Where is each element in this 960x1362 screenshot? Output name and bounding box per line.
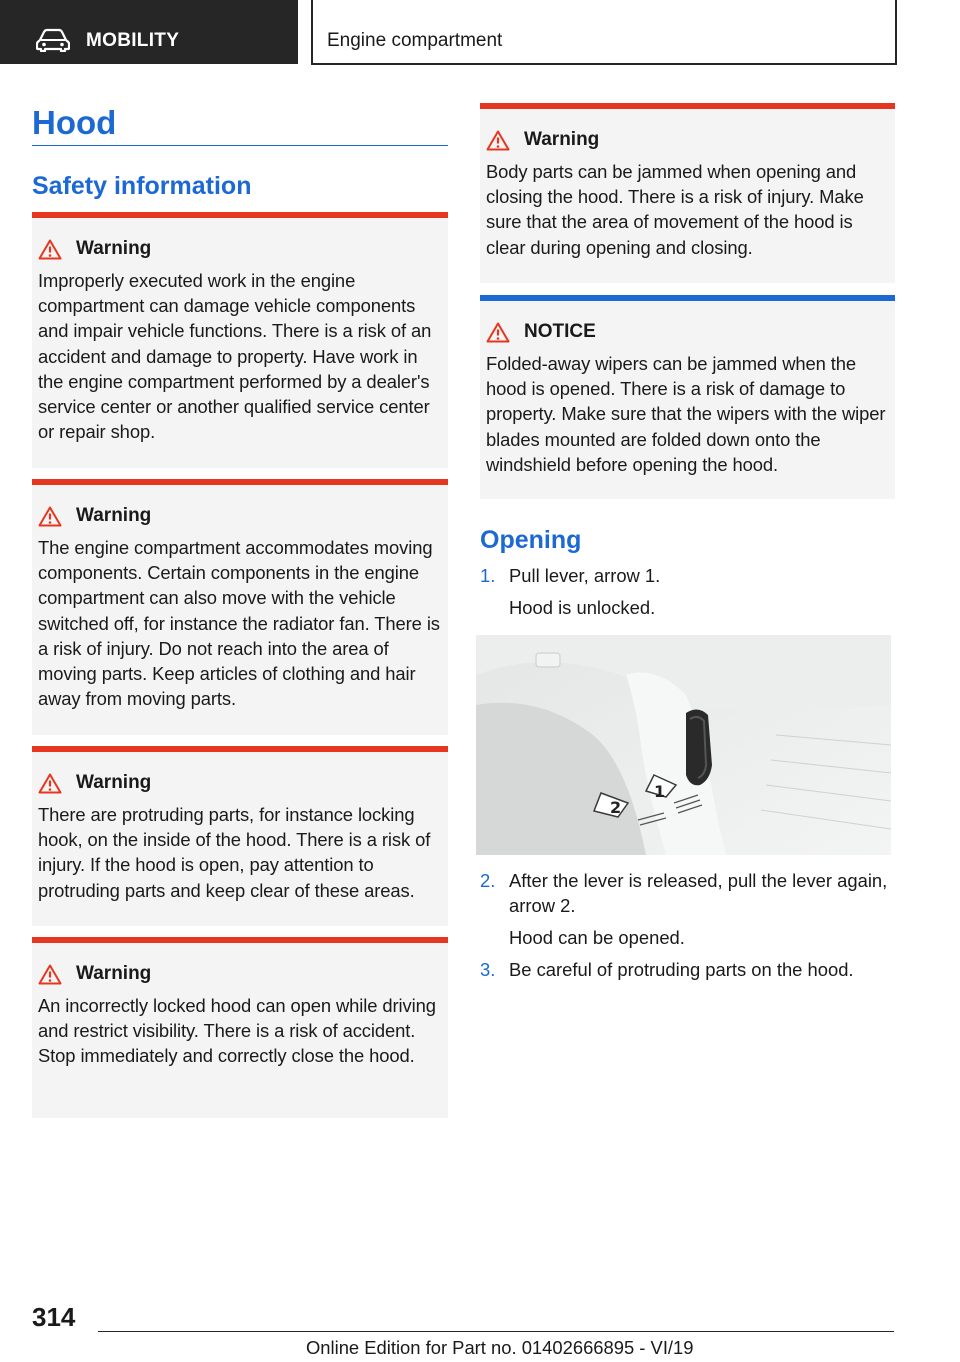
chapter-tab[interactable] [0,0,298,64]
page-number: 314 [32,1302,76,1332]
arrow-label-2: 2 [610,798,622,817]
edition-text: Online Edition for Part no. 01402666895 - VI/19 [306,1337,694,1358]
chapter-label: MOBILITY [86,30,180,51]
warning-box-5 [480,103,895,283]
warning-title: Warning [76,505,152,526]
step-2-result: Hood can be opened. [509,927,685,948]
warning-title: Warning [76,963,152,984]
notice-title: NOTICE [524,321,596,342]
section-tab[interactable] [311,0,897,65]
step-text: Pull lever, arrow 1. [509,565,661,586]
step-number: 2. [480,870,496,891]
car-icon [36,28,70,52]
warning-triangle-icon [486,322,510,343]
warning-text: An incorrectly locked hood can open while driving and restrict visibility. There is a risk of accident. Stop immediately and correctly close the hood. [38,995,436,1067]
warning-text: The engine compartment accommodates moving components. Certain components in the engine compartment can also move with the vehicle switched off, for instance the radiator fan. There is a risk of injury. Do not reach into the area of moving parts. Keep articles of clothing and hair away from moving parts. [38,537,440,710]
warning-text: Body parts can be jammed when opening and closing the hood. There is a risk of injury. Make sure that the area of movement of the hood is clear during opening and closing. [486,161,864,258]
warning-box-3 [32,746,448,926]
section-label: Engine compartment [327,30,503,51]
warning-title: Warning [524,129,600,150]
warning-bar [32,937,448,943]
page-header [0,0,960,66]
step-text: After the lever is released, pull the lever again, arrow 2. [509,870,888,916]
warning-text: Improperly executed work in the engine compartment can damage vehicle components and impair vehicle functions. There is a risk of an accident and damage to property. Have work in the engine compartment performed by a dealer's service center or another qualified service center or repair shop. [38,270,432,443]
safety-heading: Safety information [32,172,252,200]
warning-bar [32,746,448,752]
notice-bar [480,295,895,301]
warning-bar [32,212,448,218]
page-title: Hood [32,104,117,141]
warning-title: Warning [76,772,152,793]
warning-text: There are protruding parts, for instance locking hook, on the inside of the hood. There is a risk of injury. If the hood is open, pay attention to protruding parts and keep clear of these areas. [38,804,431,901]
arrow-label-1: 1 [654,782,666,801]
step-number: 1. [480,565,496,586]
step-1-result: Hood is unlocked. [509,597,656,618]
hood-release-lever-image [476,635,891,855]
warning-triangle-icon [486,130,510,151]
warning-title: Warning [76,238,152,259]
warning-box-4 [32,937,448,1118]
title-divider [32,145,448,146]
warning-box-1 [32,212,448,468]
warning-triangle-icon [38,773,62,794]
notice-text: Folded-away wipers can be jammed when the hood is opened. There is a risk of damage to property. Make sure that the wipers with the wiper blades mounted are folded down onto the windshield before opening the hood. [486,353,886,475]
warning-triangle-icon [38,964,62,985]
warning-bar [480,103,895,109]
warning-triangle-icon [38,506,62,527]
notice-box [480,295,895,499]
footer-divider [98,1331,894,1332]
warning-box-2 [32,479,448,735]
warning-triangle-icon [38,239,62,260]
warning-bar [32,479,448,485]
step-text: Be careful of protruding parts on the hood. [509,959,854,980]
step-number: 3. [480,959,496,980]
opening-heading: Opening [480,526,582,554]
